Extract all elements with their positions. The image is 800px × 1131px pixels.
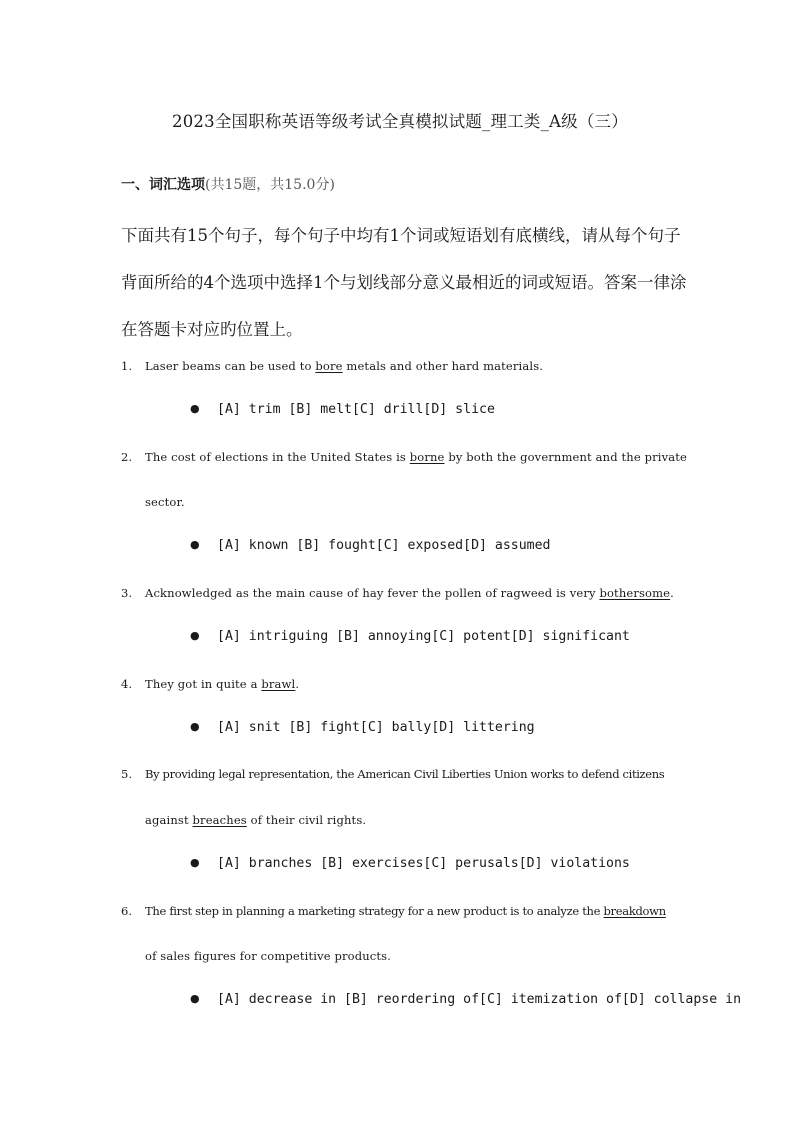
question-text [145,450,687,464]
question-text-after: by both the government and the private [444,450,687,464]
bullet-icon: ● [190,402,200,415]
answer-options [190,538,550,553]
question-number: 1. [121,359,132,373]
question-text-continuation: of sales figures for competitive products. [145,949,391,963]
question-text-after: . [295,677,300,691]
question-text-after: of their civil rights. [246,813,367,827]
question-text-continuation: sector. [145,495,185,509]
underlined-word: breakdown [603,904,666,918]
instructions-line: 背面所给的4个选项中选择1个与划线部分意义最相近的词或短语。答案一律涂 [121,273,687,292]
answer-options [190,402,495,417]
underlined-word: bothersome [599,586,671,600]
question-text-after: metals and other hard materials. [342,359,544,373]
answer-options-text: [A] branches [B] exercises[C] perusals[D] violations [217,856,630,871]
bullet-icon: ● [190,629,200,642]
question-number: 3. [121,586,132,600]
answer-options-text: [A] snit [B] fight[C] bally[D] littering [217,720,535,735]
section-name: 一、词汇选项 [121,177,205,193]
answer-options-text: [A] trim [B] melt[C] drill[D] slice [217,402,495,417]
question-text [145,359,543,373]
question-text-before: The cost of elections in the United States is [145,450,410,464]
answer-options [190,856,630,871]
section-meta: (共15题，共15.0分) [205,177,335,193]
bullet-icon: ● [190,992,200,1005]
bullet-icon: ● [190,856,200,869]
answer-options [190,720,535,735]
question-text [145,677,299,691]
question-text-before: Acknowledged as the main cause of hay fever the pollen of ragweed is very [145,586,600,600]
bullet-icon: ● [190,538,200,551]
question-text-before: Laser beams can be used to [145,359,316,373]
answer-options-text: [A] known [B] fought[C] exposed[D] assumed [217,538,551,553]
underlined-word: brawl [261,677,296,691]
section-heading [121,174,335,194]
bullet-icon: ● [190,720,200,733]
question-number: 4. [121,677,132,691]
answer-options-text: [A] intriguing [B] annoying[C] potent[D] significant [217,629,630,644]
question-text-before: against [145,813,193,827]
question-text-continuation [145,813,366,827]
answer-options-text: [A] decrease in [B] reordering of[C] itemization of[D] collapse in [217,992,742,1007]
instructions-line: 下面共有15个句子，每个句子中均有1个词或短语划有底横线，请从每个句子 [121,226,681,245]
question-text [145,904,666,918]
question-text: By providing legal representation, the American Civil Liberties Union works to defend citizens [145,767,665,781]
question-text-before: The first step in planning a marketing strategy for a new product is to analyze the [145,904,604,918]
instructions-line: 在答题卡对应旳位置上。 [121,320,303,339]
answer-options [190,629,630,644]
page-title: 2023全国职称英语等级考试全真模拟试题_理工类_A级（三） [172,112,628,131]
answer-options [190,992,741,1007]
question-number: 2. [121,450,132,464]
underlined-word: bore [315,359,343,373]
question-number: 6. [121,904,132,918]
underlined-word: borne [409,450,445,464]
underlined-word: breaches [192,813,247,827]
question-number: 5. [121,767,132,781]
question-text-after: . [670,586,674,600]
question-text-before: They got in quite a [145,677,262,691]
instructions [121,212,686,353]
question-text [145,586,674,600]
